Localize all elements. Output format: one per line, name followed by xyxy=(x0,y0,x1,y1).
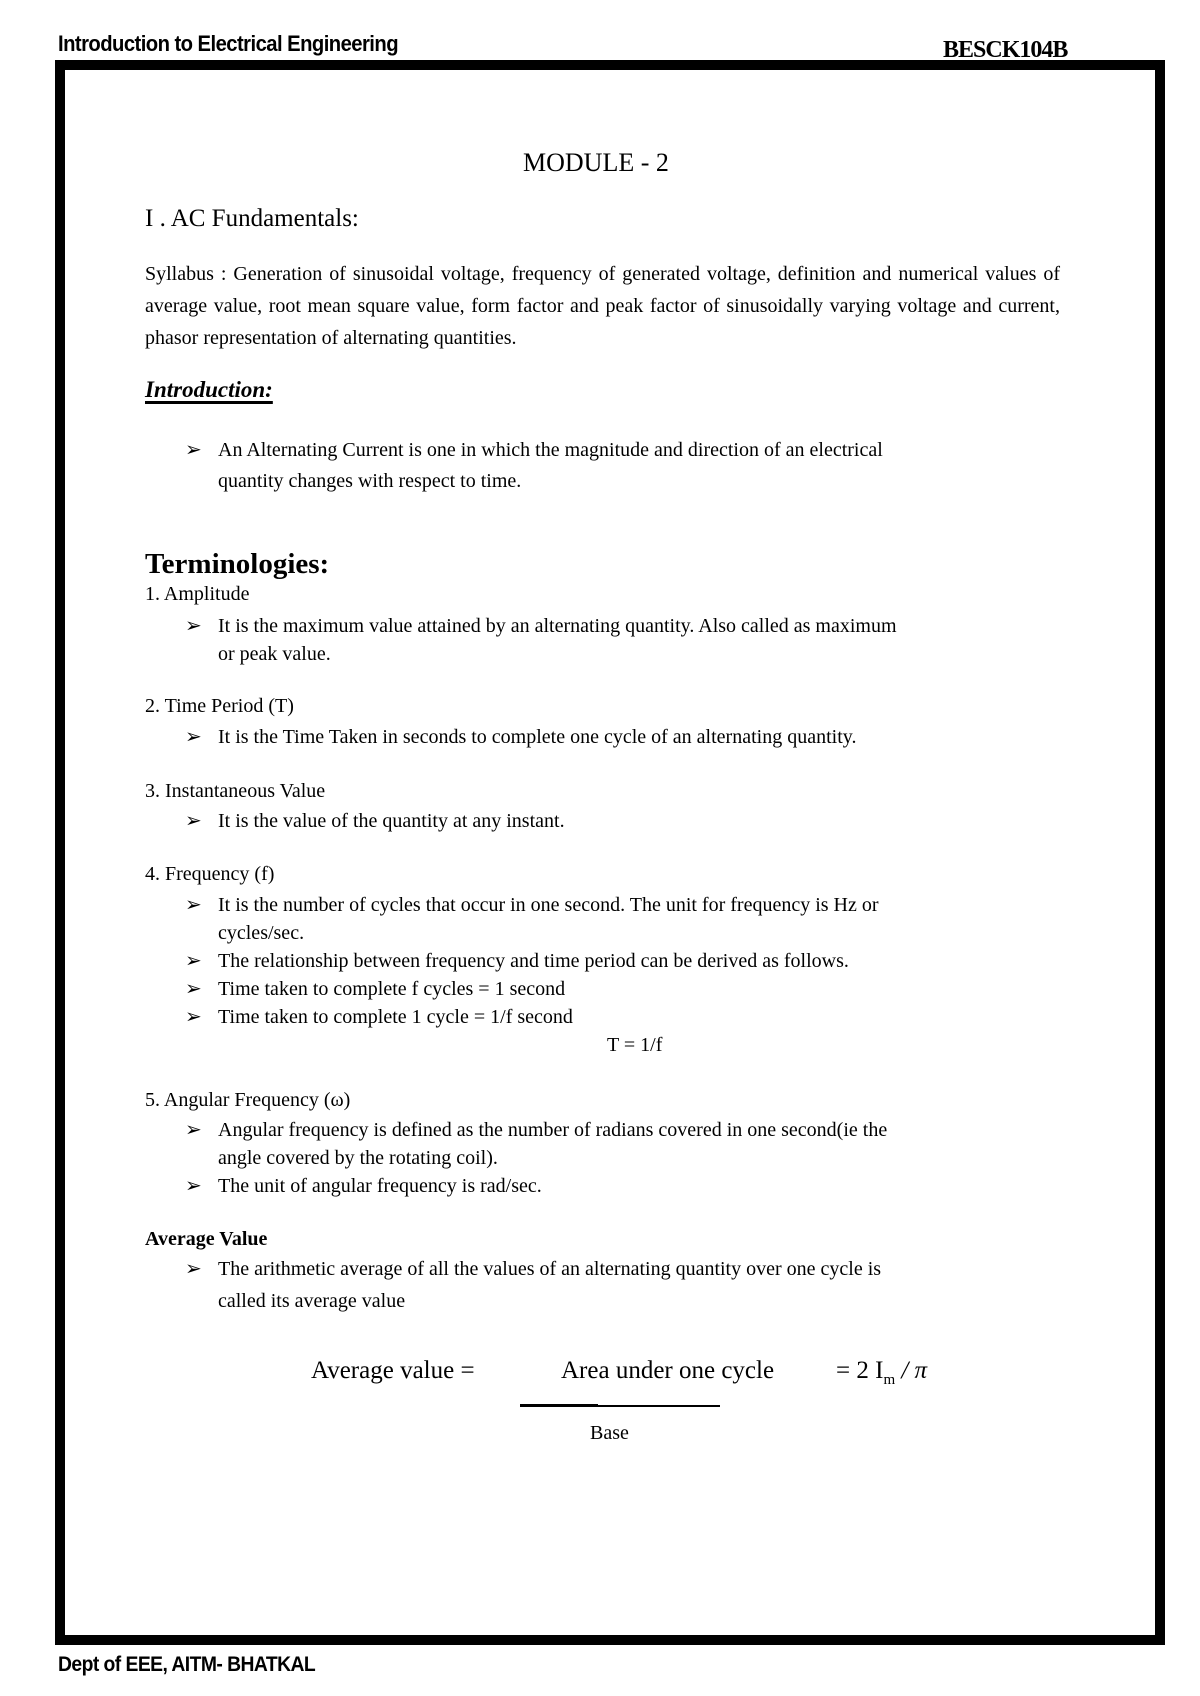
module-title: MODULE - 2 xyxy=(523,148,669,177)
syllabus-paragraph: Syllabus : Generation of sinusoidal voltage, frequency of generated voltage, definition and numerical values of average value, root mean square value, form factor and peak factor of sinusoidally varying voltage and current, phasor representation of alternating quantities. xyxy=(145,263,1060,349)
term-angular-frequency-title: 5. Angular Frequency (ω) xyxy=(145,1089,351,1111)
average-value-heading: Average Value xyxy=(145,1228,268,1250)
term-angular-frequency-bullet-1: ➢ Angular frequency is defined as the number of radians covered in one second(ie the angle covered by the rotating coil). xyxy=(185,1116,887,1172)
equation-rhs: = 2 $I_m$ / π xyxy=(836,1357,928,1388)
arrow-bullet-icon: ➢ xyxy=(185,615,202,637)
introduction-bullet: ➢ An Alternating Current is one in which the magnitude and direction of an electrical quantity changes with respect to time. xyxy=(185,436,883,498)
average-value-bullet: ➢ The arithmetic average of all the values of an alternating quantity over one cycle is called its average value xyxy=(185,1255,881,1319)
term-frequency-bullet-4: ➢ Time taken to complete 1 cycle = 1/f second xyxy=(185,1003,573,1031)
arrow-bullet-icon: ➢ xyxy=(185,978,202,1000)
term-frequency-title: 4. Frequency (f) xyxy=(145,863,275,885)
term-amplitude-title: 1. Amplitude xyxy=(145,583,250,605)
term-instantaneous-title: 3. Instantaneous Value xyxy=(145,780,326,802)
term-time-period-bullet: ➢ It is the Time Taken in seconds to complete one cycle of an alternating quantity. xyxy=(185,723,856,751)
page-footer: Dept of EEE, AITM- BHATKAL xyxy=(58,1653,316,1676)
arrow-bullet-icon: ➢ xyxy=(185,950,202,972)
term-angular-frequency-bullet-2: ➢ The unit of angular frequency is rad/sec. xyxy=(185,1172,542,1200)
arrow-bullet-icon: ➢ xyxy=(185,726,202,748)
equation-lhs: Average value = xyxy=(311,1357,475,1384)
arrow-bullet-icon: ➢ xyxy=(185,1175,202,1197)
term-frequency-bullet-1: ➢ It is the number of cycles that occur in one second. The unit for frequency is Hz or cycles/sec. xyxy=(185,891,879,947)
introduction-heading: Introduction: xyxy=(145,377,273,402)
term-instantaneous-bullet: ➢ It is the value of the quantity at any instant. xyxy=(185,807,565,835)
term-frequency-bullet-2: ➢ The relationship between frequency and time period can be derived as follows. xyxy=(185,947,849,975)
page-header-title: Introduction to Electrical Engineering xyxy=(58,31,399,56)
arrow-bullet-icon: ➢ xyxy=(185,1006,202,1028)
arrow-bullet-icon: ➢ xyxy=(185,1258,202,1280)
equation-denominator: Base xyxy=(590,1422,629,1444)
terminologies-heading: Terminologies: xyxy=(145,548,330,580)
arrow-bullet-icon: ➢ xyxy=(185,439,202,461)
term-frequency-bullet-3: ➢ Time taken to complete f cycles = 1 second xyxy=(185,975,565,1003)
equation-numerator: Area under one cycle xyxy=(561,1357,775,1384)
arrow-bullet-icon: ➢ xyxy=(185,894,202,916)
section-title: I . AC Fundamentals: xyxy=(145,205,359,232)
page-header-course-code: BESCK104B xyxy=(943,37,1068,63)
term-amplitude-bullet: ➢ It is the maximum value attained by an alternating quantity. Also called as maximum or peak value. xyxy=(185,612,897,668)
fraction-bar xyxy=(520,1405,720,1407)
term-time-period-title: 2. Time Period (T) xyxy=(145,695,294,717)
period-frequency-formula: T = 1/f xyxy=(607,1034,663,1056)
arrow-bullet-icon: ➢ xyxy=(185,1119,202,1141)
arrow-bullet-icon: ➢ xyxy=(185,810,202,832)
